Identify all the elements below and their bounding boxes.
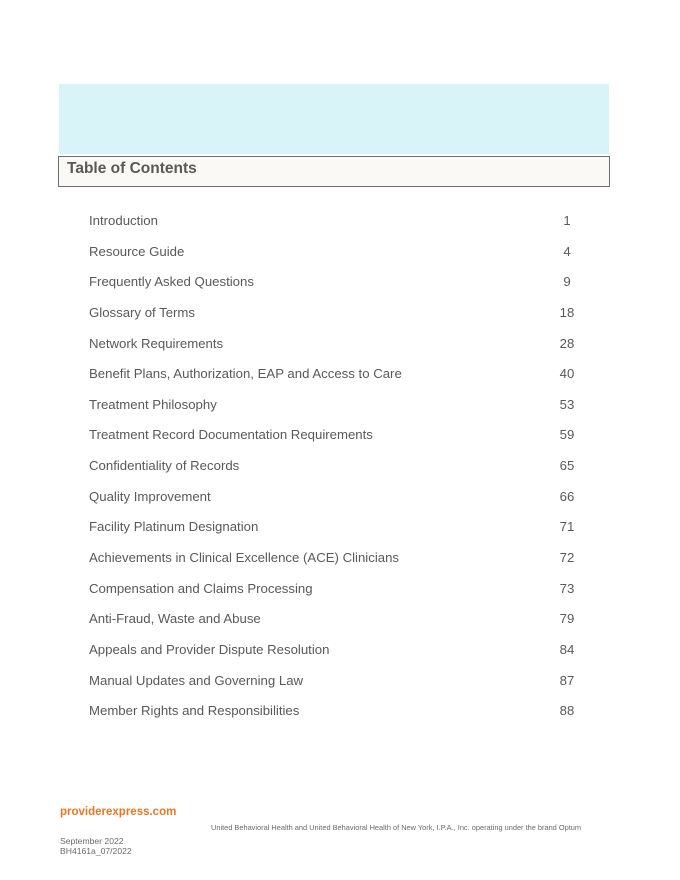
toc-entry-page: 73 [559, 580, 575, 596]
toc-list [89, 206, 589, 727]
toc-header [58, 156, 610, 187]
document-code: BH4161a_07/2022 [60, 846, 132, 856]
toc-entry[interactable] [89, 359, 589, 390]
toc-title: Table of Contents [67, 160, 197, 177]
toc-entry-page: 66 [559, 488, 575, 504]
toc-entry-page: 87 [559, 672, 575, 688]
site-link[interactable]: providerexpress.com [60, 806, 177, 818]
toc-entry-label: Frequently Asked Questions [89, 274, 254, 290]
toc-entry-page: 72 [559, 550, 575, 566]
toc-entry-label: Network Requirements [89, 335, 224, 351]
toc-entry-label: Member Rights and Responsibilities [89, 703, 300, 719]
toc-entry-page: 9 [563, 274, 571, 290]
toc-entry-page: 18 [559, 304, 575, 320]
legal-notice: United Behavioral Health and United Behavioral Health of New York, I.P.A., Inc. operating under the brand Optum [211, 823, 582, 832]
publication-date: September 2022 [60, 836, 124, 846]
toc-entry[interactable] [89, 666, 589, 697]
toc-entry-label: Resource Guide [89, 243, 185, 259]
toc-entry[interactable] [89, 604, 589, 635]
toc-entry[interactable] [89, 696, 589, 727]
toc-entry-label: Introduction [89, 213, 158, 228]
toc-entry-page: 40 [559, 366, 575, 382]
toc-entry-page: 1 [563, 213, 571, 228]
toc-entry[interactable] [89, 298, 589, 329]
toc-entry-page: 65 [559, 458, 575, 474]
toc-entry-page: 79 [559, 611, 575, 627]
toc-entry-label: Benefit Plans, Authorization, EAP and Access to Care [89, 366, 402, 382]
toc-entry[interactable] [89, 206, 589, 237]
toc-entry-label: Confidentiality of Records [89, 458, 240, 474]
toc-entry-page: 84 [559, 641, 575, 657]
toc-entry-page: 88 [559, 703, 575, 719]
toc-entry-label: Treatment Philosophy [89, 396, 217, 412]
header-banner [59, 84, 609, 154]
toc-entry[interactable] [89, 635, 589, 666]
toc-entry-page: 4 [563, 243, 571, 259]
toc-entry[interactable] [89, 574, 589, 605]
toc-entry-label: Anti-Fraud, Waste and Abuse [89, 611, 261, 627]
toc-entry-page: 59 [559, 427, 575, 443]
toc-entry-label: Appeals and Provider Dispute Resolution [89, 641, 330, 657]
toc-entry-label: Compensation and Claims Processing [89, 580, 313, 596]
toc-entry-label: Manual Updates and Governing Law [89, 672, 304, 688]
toc-entry[interactable] [89, 237, 589, 268]
toc-entry[interactable] [89, 451, 589, 482]
toc-entry-label: Quality Improvement [89, 488, 211, 504]
toc-entry[interactable] [89, 543, 589, 574]
toc-entry[interactable] [89, 267, 589, 298]
toc-entry-page: 28 [559, 335, 575, 351]
toc-entry-label: Treatment Record Documentation Requirements [89, 427, 373, 443]
toc-entry[interactable] [89, 390, 589, 421]
toc-entry[interactable] [89, 512, 589, 543]
toc-entry-label: Achievements in Clinical Excellence (ACE) Clinicians [89, 550, 400, 566]
toc-entry-label: Facility Platinum Designation [89, 519, 259, 535]
toc-entry-page: 71 [559, 519, 575, 535]
toc-entry[interactable] [89, 329, 589, 360]
toc-entry-page: 53 [559, 396, 575, 412]
toc-entry-label: Glossary of Terms [89, 304, 196, 320]
toc-entry[interactable] [89, 482, 589, 513]
toc-entry[interactable] [89, 420, 589, 451]
